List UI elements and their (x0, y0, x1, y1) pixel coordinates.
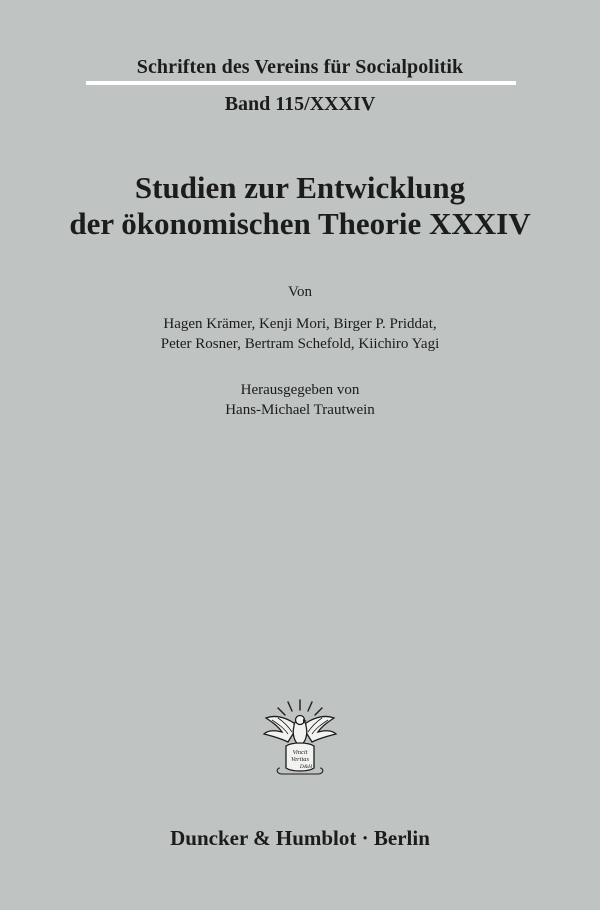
book-title (0, 170, 600, 242)
volume-number: Band 115/XXXIV (224, 93, 376, 115)
authors-line-1: Hagen Krämer, Kenji Mori, Birger P. Priddat, (163, 316, 437, 332)
publisher-name: Duncker & Humblot · Berlin (170, 826, 430, 850)
editor-name: Hans-Michael Trautwein (225, 402, 375, 418)
authors-line-2: Peter Rosner, Bertram Schefold, Kiichiro Yagi (160, 336, 440, 352)
eagle-logo-icon (258, 696, 342, 776)
book-title-line-1: Studien zur Entwicklung (134, 170, 466, 205)
title-divider (86, 81, 516, 85)
motto-line-1: Vincit (292, 749, 308, 756)
publisher-initials: D&H (299, 764, 313, 770)
book-title-line-2: der ökonomischen Theorie XXXIV (69, 206, 531, 241)
editor-label: Herausgegeben von (240, 382, 360, 398)
by-label: Von (288, 284, 312, 300)
series-title: Schriften des Vereins für Socialpolitik (136, 56, 464, 78)
authors (0, 314, 600, 354)
motto-line-2: Veritas (290, 756, 310, 763)
